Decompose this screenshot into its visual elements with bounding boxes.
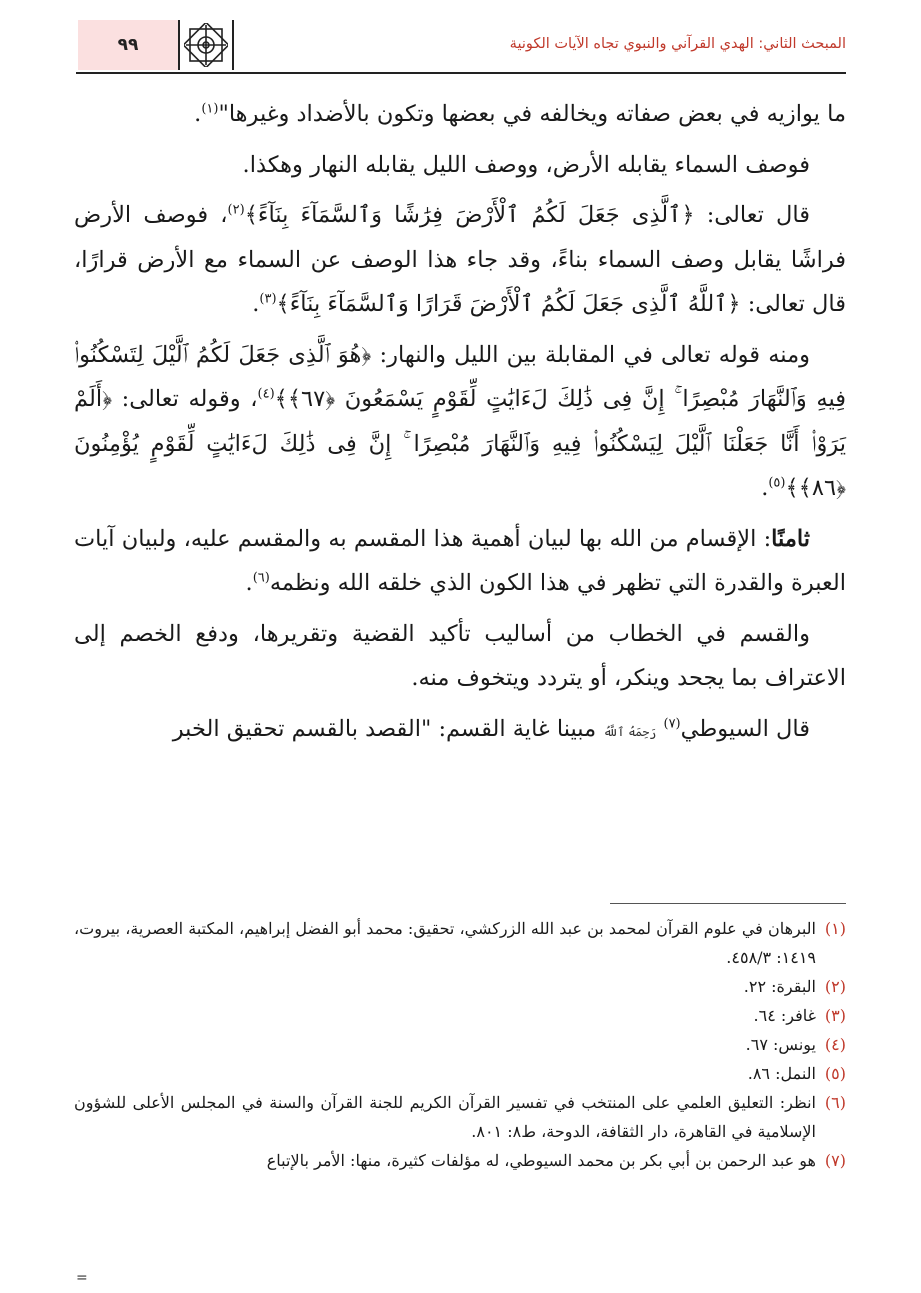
footnote-ref[interactable]: (٥): [768, 475, 786, 491]
footnotes: [74, 914, 846, 1175]
footnote-ref[interactable]: (٦): [252, 570, 270, 586]
page-header: [76, 20, 846, 74]
footnote-number: (٥): [824, 1064, 846, 1083]
footnote-number: (١): [824, 919, 846, 938]
footnote-number: (٢): [824, 977, 846, 996]
text-span: مبينا غاية القسم: "القصد بالقسم تحقيق الخبر: [172, 715, 604, 742]
footnote-ref[interactable]: (٧): [663, 716, 681, 731]
footnote-ref[interactable]: (٤): [257, 386, 275, 402]
text-span: قال السيوطي: [680, 715, 810, 742]
footnote-number: (٤): [824, 1035, 846, 1054]
footnote-ref[interactable]: (١): [201, 101, 219, 117]
running-title: المبحث الثاني: الهدي القرآني والنبوي تجاه الآيات الكونية: [509, 36, 846, 52]
text-span: : الإقسام من الله بها لبيان أهمية هذا المقسم به والمقسم عليه، ولبيان آيات العبرة والقدرة التي تظهر في هذا الكون الذي خلقه الله ونظمه: [74, 525, 846, 596]
paragraph: [74, 92, 846, 137]
text-span: ومنه قوله تعالى في المقابلة بين الليل والنهار: ﴿هُوَ ٱلَّذِى جَعَلَ لَكُمُ ٱلَّيْلَ لِتَسْكُنُوا۟ فِيهِ وَٱلنَّهَارَ مُبْصِرًا ۚ إِنَّ فِى ذَٰلِكَ لَءَايَٰتٍ لِّقَوْمٍ يَسْمَعُونَ ﴿٦٧﴾﴾: [74, 341, 846, 412]
footnote-text: البرهان في علوم القرآن لمحمد بن عبد الله الزركشي، تحقيق: محمد أبو الفضل إبراهيم، المكتبة العصرية، بيروت، ١٤١٩: ٤٥٨/٣.: [74, 919, 816, 967]
paragraph: [74, 143, 846, 188]
quran-verse: قال تعالى: ﴿ٱلَّذِى جَعَلَ لَكُمُ ٱلْأَرْضَ فِرَٰشًا وَٱلسَّمَآءَ بِنَآءً﴾: [244, 202, 810, 228]
paragraph: [74, 612, 846, 701]
page-number: ٩٩: [78, 20, 178, 70]
text-span: فوصف السماء يقابله الأرض، ووصف الليل يقابله النهار وهكذا.: [242, 151, 810, 178]
footnote-number: (٧): [824, 1151, 846, 1170]
text-span: ، وقوله تعالى: ﴿أَلَمْ يَرَوْا۟ أَنَّا جَعَلْنَا ٱلَّيْلَ لِيَسْكُنُوا۟ فِيهِ وَٱلنَّهَارَ مُبْصِرًا ۚ إِنَّ فِى ذَٰلِكَ لَءَايَٰتٍ لِّقَوْمٍ يُؤْمِنُونَ ﴿٨٦﴾﴾: [74, 386, 846, 501]
paragraph: [74, 517, 846, 606]
footnote-ref[interactable]: (٢): [227, 202, 245, 218]
footnote-item: [74, 1146, 846, 1175]
footnote-item: [74, 1001, 846, 1030]
footnote-number: (٣): [824, 1006, 846, 1025]
text-span: .: [761, 475, 769, 501]
footnote-text: غافر: ٦٤.: [753, 1006, 816, 1025]
text-span: .: [194, 101, 202, 127]
text-span: ما يوازيه في بعض صفاته ويخالفه في بعضها وتكون بالأضداد وغيرها": [218, 101, 846, 127]
footnote-text: النمل: ٨٦.: [747, 1064, 816, 1083]
paragraph: [74, 707, 846, 755]
footnote-ref[interactable]: (٣): [259, 291, 277, 307]
footnote-text: البقرة: ٢٢.: [743, 977, 816, 996]
footnote-item: [74, 914, 846, 972]
paragraph: [74, 193, 846, 327]
section-marker: ثامنًا: [771, 525, 810, 552]
footnote-item: [74, 1030, 846, 1059]
footnote-text: يونس: ٦٧.: [745, 1035, 816, 1054]
footnote-item: [74, 972, 846, 1001]
text-span: .: [245, 570, 253, 596]
footnote-separator: [610, 903, 846, 904]
honorific: رَحِمَهُ ٱللَّهُ: [603, 724, 657, 739]
continuation-mark: =: [76, 1270, 88, 1286]
footnote-item: [74, 1088, 846, 1146]
geometric-star-ornament-icon: [178, 20, 234, 70]
paragraph: [74, 333, 846, 511]
footnote-number: (٦): [824, 1093, 846, 1112]
footnote-text: انظر: التعليق العلمي على المنتخب في تفسير القرآن الكريم للجنة القرآن والسنة في المجلس الأعلى للشؤون الإسلامية في القاهرة، دار الثقافة، الدوحة، ط٨: ٨٠١.: [74, 1093, 816, 1141]
footnote-text: هو عبد الرحمن بن أبي بكر بن محمد السيوطي، له مؤلفات كثيرة، منها: الأمر بالإتباع: [266, 1151, 816, 1170]
text-span: ، فوصف الأرض فراشًا يقابل وصف السماء بناءً، وقد جاء هذا الوصف عن السماء مع الأرض قرارًا، قال تعالى: ﴿ٱللَّهُ ٱلَّذِى جَعَلَ لَكُمُ ٱلْأَرْضَ قَرَارًا وَٱلسَّمَآءَ بِنَآءً﴾: [74, 202, 846, 317]
text-span: .: [252, 291, 260, 317]
main-text: [74, 92, 846, 760]
text-span: والقسم في الخطاب من أساليب تأكيد القضية وتقريرها، ودفع الخصم إلى الاعتراف بما يجحد وينكر، أو يتردد ويتخوف منه.: [74, 620, 846, 691]
footnote-item: [74, 1059, 846, 1088]
